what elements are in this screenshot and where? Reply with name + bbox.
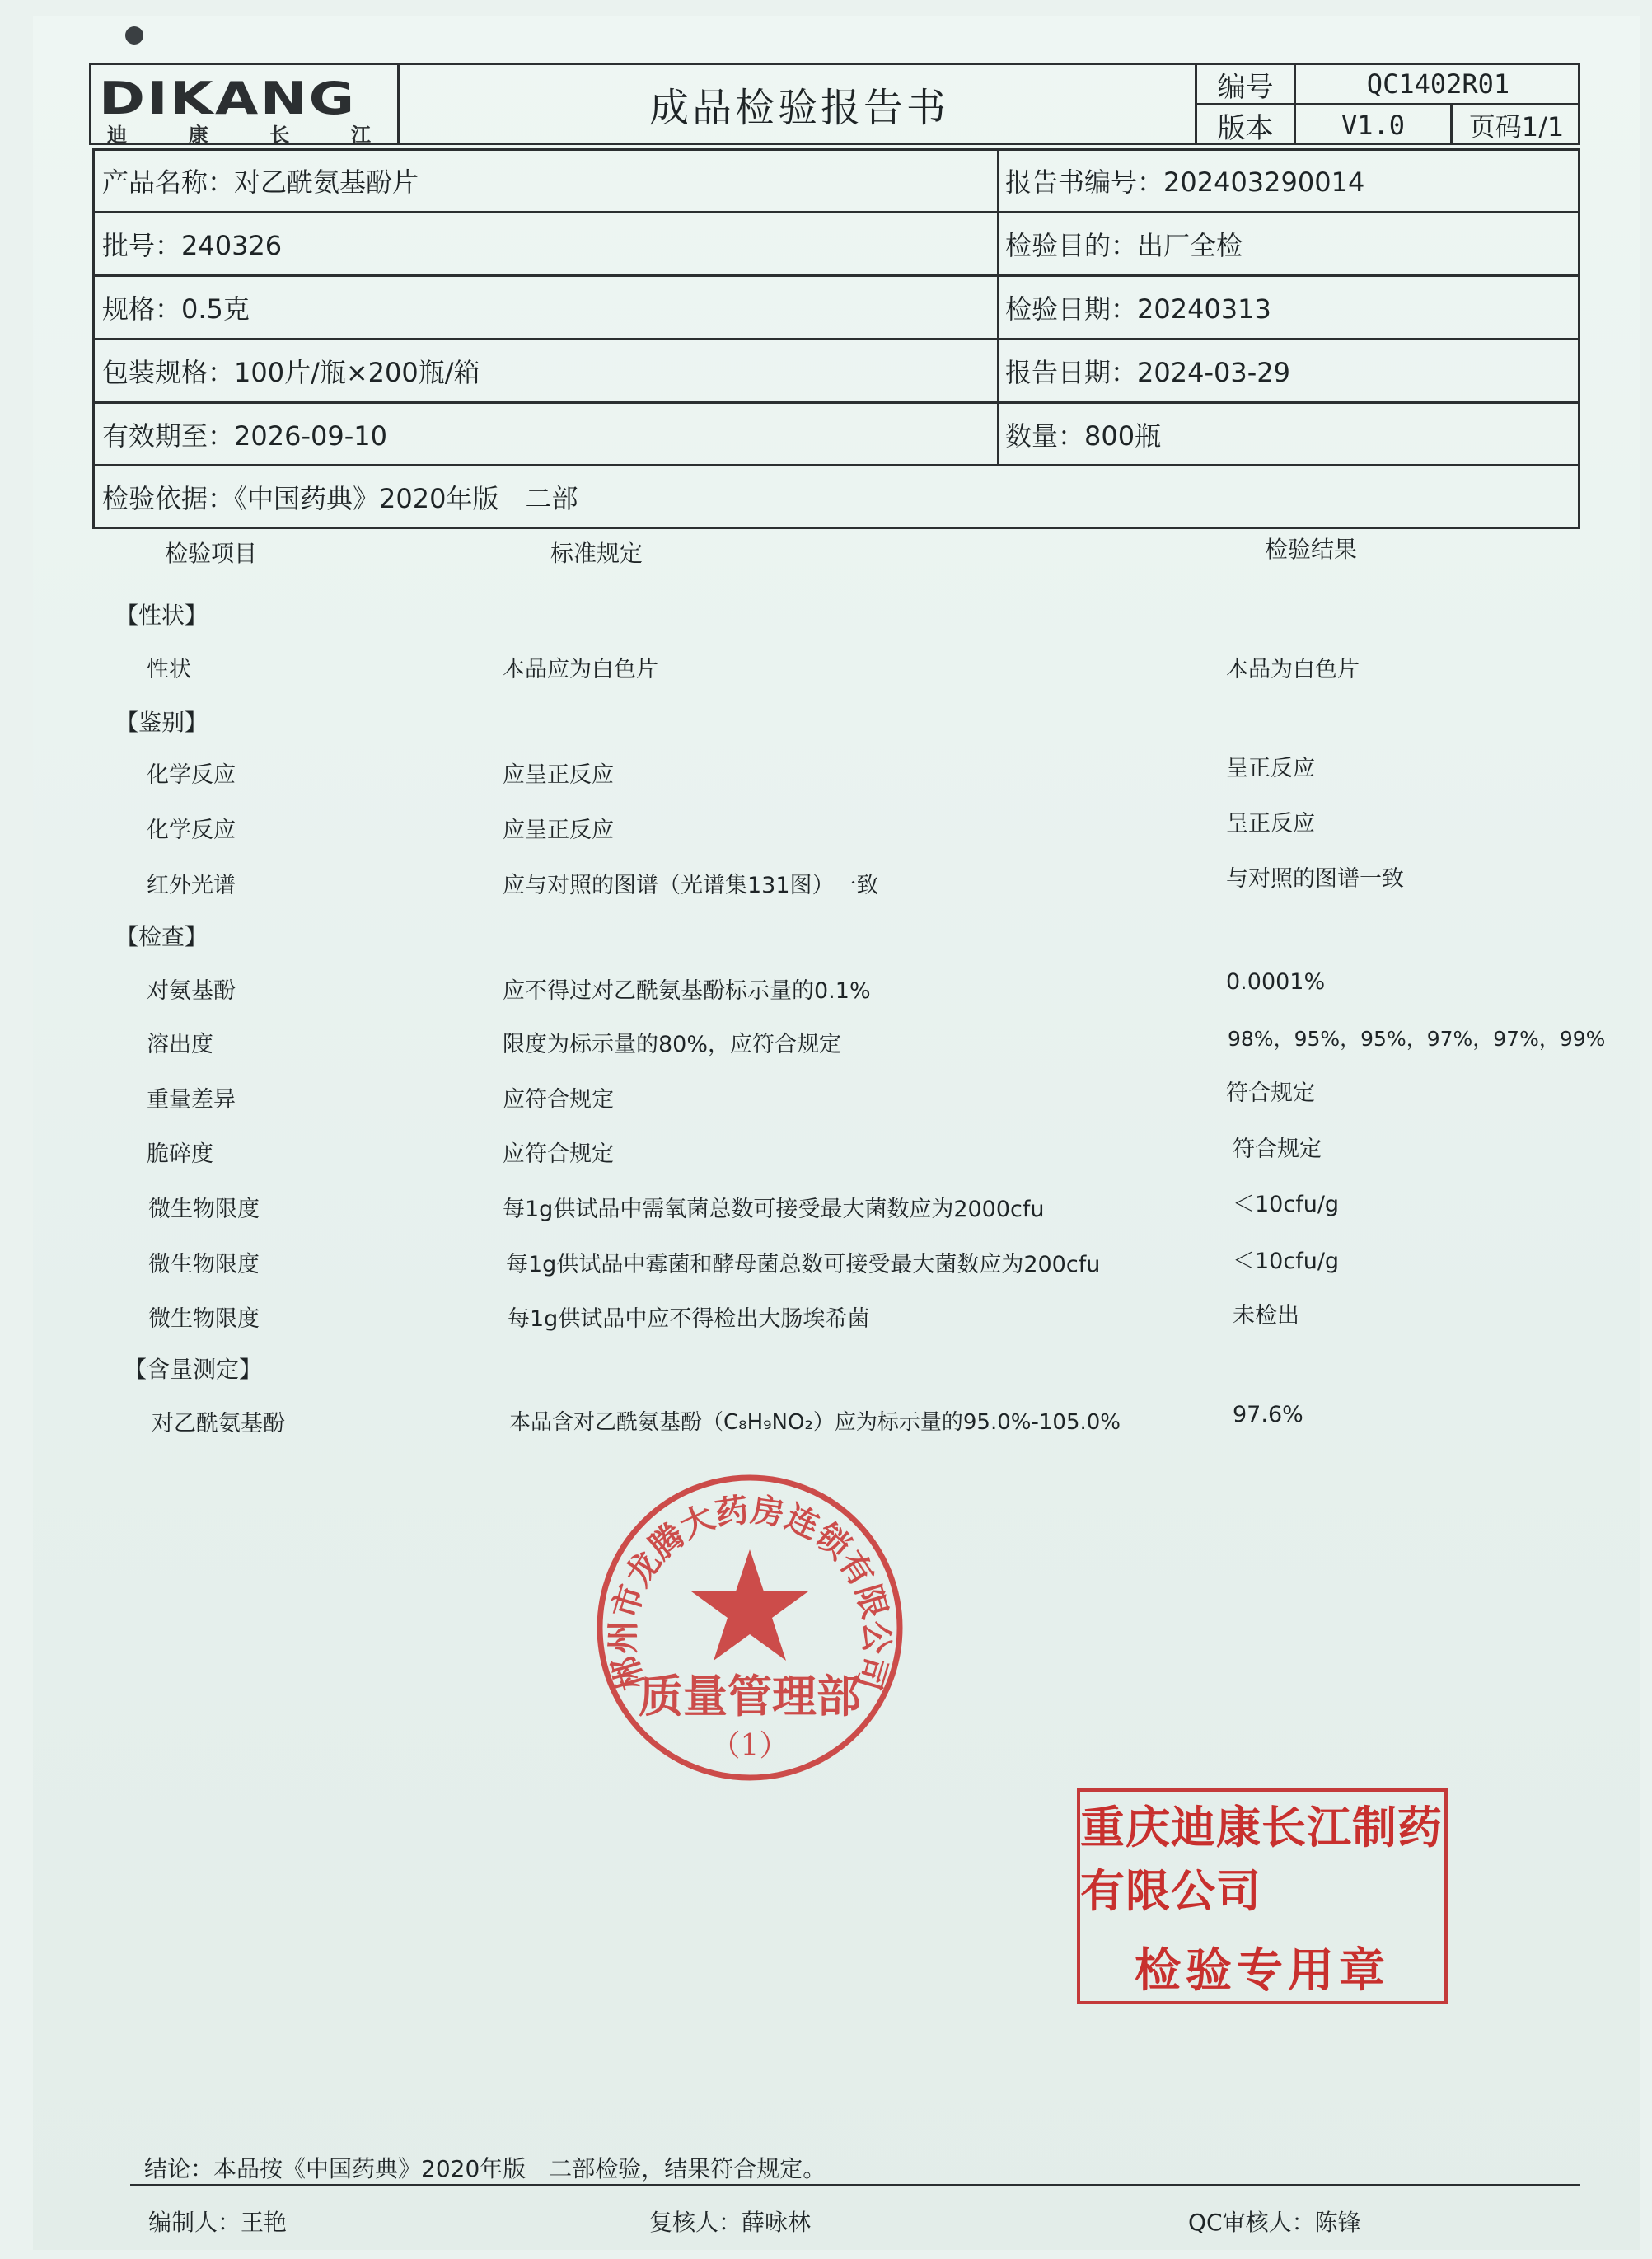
table-row: 化学反应 应呈正反应 呈正反应 <box>147 756 1315 788</box>
stamp-purpose: 检验专用章 <box>1135 1943 1390 1998</box>
section-inspection: 【检查】 <box>115 923 208 950</box>
logo-text: DIKANG <box>99 73 357 124</box>
logo-chinese: 迪 康 长 江 <box>107 124 371 147</box>
table-row: 微生物限度 每1g供试品中霉菌和酵母菌总数可接受最大菌数应为200cfu ＜10cfu/g <box>148 1249 1340 1277</box>
inspection-stamp <box>1077 1788 1448 2004</box>
prepared-by: 编制人：王艳 <box>148 2209 288 2236</box>
report-date: 报告日期：2024-03-29 <box>1005 357 1290 388</box>
table-row: 重量差异 应符合规定 符合规定 <box>147 1080 1315 1113</box>
version-label: 版本 <box>1217 111 1274 145</box>
inspection-basis: 检验依据：《中国药典》2020年版 二部 <box>102 483 578 514</box>
table-row: 对氨基酚 应不得过对乙酰氨基酚标示量的0.1% 0.0001% <box>147 969 1326 1004</box>
expiry-date: 有效期至：2026-09-10 <box>102 419 387 452</box>
code-label: 编号 <box>1217 70 1274 104</box>
table-row: 化学反应 应呈正反应 呈正反应 <box>147 811 1315 843</box>
table-row: 脆碎度 应符合规定 符合规定 <box>147 1137 1322 1167</box>
footer-divider <box>130 2184 1580 2186</box>
company-logo <box>99 73 387 147</box>
column-standard: 标准规定 <box>550 540 643 567</box>
section-assay: 【含量测定】 <box>124 1356 263 1383</box>
code-value: QC1402R01 <box>1366 68 1510 100</box>
section-identification: 【鉴别】 <box>115 709 208 736</box>
table-row: 微生物限度 每1g供试品中需氧菌总数可接受最大菌数应为2000cfu ＜10cfu/g <box>148 1192 1340 1222</box>
report-number: 报告书编号：202403290014 <box>1005 166 1365 198</box>
punch-hole <box>125 26 143 45</box>
inspection-purpose: 检验目的：出厂全检 <box>1005 230 1243 261</box>
batch-number: 批号：240326 <box>102 230 283 261</box>
inspection-date: 检验日期：20240313 <box>1005 293 1271 325</box>
table-row: 溶出度 限度为标示量的80%，应符合规定 98%，95%，95%，97%，97%，99% <box>147 1027 1606 1057</box>
product-name: 产品名称：对乙酰氨基酚片 <box>102 166 419 198</box>
qc-reviewer: QC审核人：陈锋 <box>1188 2209 1361 2236</box>
table-row: 红外光谱 应与对照的图谱（光谱集131图）一致 与对照的图谱一致 <box>147 866 1404 898</box>
section-appearance: 【性状】 <box>115 602 208 629</box>
quality-department-seal <box>593 1471 906 1784</box>
conclusion: 结论：本品按《中国药典》2020年版 二部检验，结果符合规定。 <box>144 2155 826 2182</box>
column-item: 检验项目 <box>165 540 258 567</box>
svg-text:郴州市龙腾大药房连锁有限公司: 郴州市龙腾大药房连锁有限公司 <box>603 1490 896 1694</box>
specification: 规格：0.5克 <box>102 293 250 325</box>
column-result: 检验结果 <box>1265 536 1358 563</box>
table-row: 对乙酰氨基酚 本品含对乙酰氨基酚（C₈H₉NO₂）应为标示量的95.0%-105.0% 97.6% <box>152 1402 1303 1436</box>
table-row: 性状 本品应为白色片 本品为白色片 <box>147 657 1360 682</box>
package-spec: 包装规格：100片/瓶×200瓶/箱 <box>102 357 480 388</box>
stamp-company: 重庆迪康长江制药有限公司 <box>1080 1801 1443 1917</box>
version-value: V1.0 <box>1341 110 1406 141</box>
svg-text:（1）: （1） <box>710 1729 789 1763</box>
quantity: 数量：800瓶 <box>1005 419 1162 452</box>
page-value: 页码1/1 <box>1468 111 1565 143</box>
report-title: 成品检验报告书 <box>648 84 949 131</box>
reviewed-by: 复核人：薛咏林 <box>649 2209 812 2236</box>
table-row: 微生物限度 每1g供试品中应不得检出大肠埃希菌 未检出 <box>148 1303 1299 1332</box>
svg-text:质量管理部: 质量管理部 <box>639 1670 861 1722</box>
